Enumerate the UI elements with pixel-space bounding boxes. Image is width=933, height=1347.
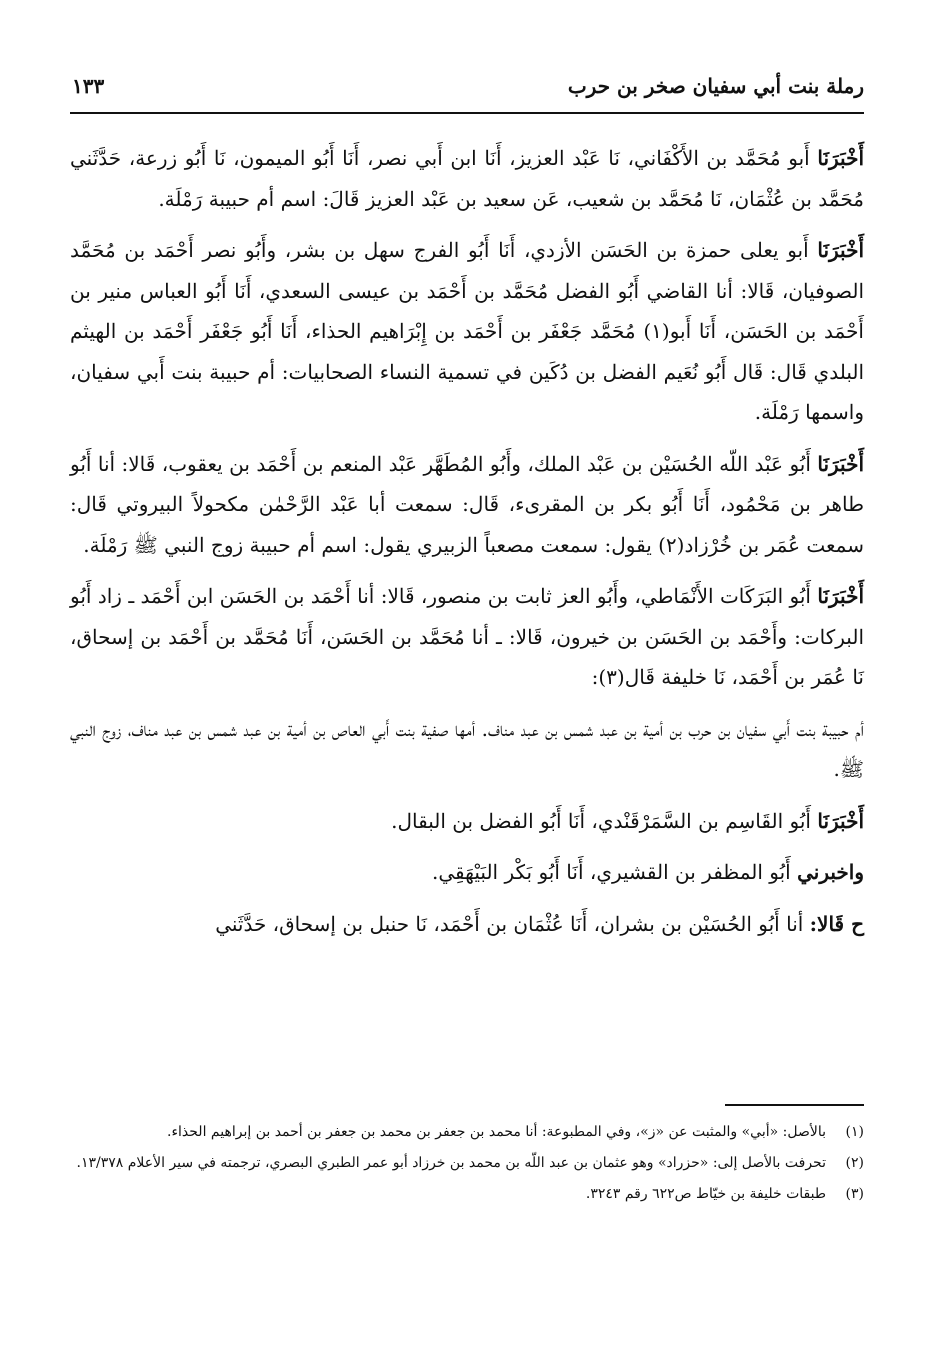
running-title: رملة بنت أبي سفيان صخر بن حرب bbox=[567, 74, 864, 98]
paragraph-lead: أَخْبَرَنَا bbox=[817, 584, 864, 608]
paragraph-lead: أَخْبَرَنَا bbox=[817, 238, 864, 262]
paragraph-lead: أَخْبَرَنَا bbox=[817, 808, 864, 833]
paragraph-text: أَبُو المظفر بن القشيري، أَنَا أَبُو بَكْر البَيْهَقِي. bbox=[432, 860, 798, 884]
footnote-2 bbox=[70, 1149, 864, 1177]
header-rule bbox=[70, 112, 864, 114]
paragraph-text: أم حبيبة بنت أَبي سفيان بن حرب بن أمية بن عبد شمس بن عبد مناف. أمها صفية بنت أَبي العاص بن أمية بن عبد شمس بن عبد مناف، زوج النبي ﷺ. bbox=[70, 716, 864, 781]
paragraph-2 bbox=[70, 230, 864, 433]
paragraph-3 bbox=[70, 444, 864, 566]
paragraph-4 bbox=[70, 576, 864, 698]
paragraph-6 bbox=[70, 801, 864, 842]
paragraph-lead: أَخْبَرَنَا bbox=[817, 451, 864, 476]
paragraph-5 bbox=[70, 709, 864, 790]
paragraph-text: أَبُو عَبْد اللّه الحُسَيْن بن عَبْد الملك، وأَبُو المُطَهَّر عَبْد المنعم بن أَحْمَد بن يعقوب، قَالا: أنا أَبُو طاهر بن مَحْمُود، أَنَا أَبُو بكر بن المقرىء، قَال: سمعت أبا عَبْد الرَّحْمٰن مكحولاً البيروتي قَال: سمعت عُمَر بن خُرْزاد(٢) يقول: سمعت مصعباً الزبيري يقول: اسم أم حبيبة زوج النبي ﷺ رَمْلَة. bbox=[70, 451, 864, 557]
paragraph-8 bbox=[70, 904, 864, 945]
footnote-number: (٢) bbox=[845, 1155, 864, 1171]
page-header bbox=[70, 66, 864, 106]
footnote-text: تحرفت بالأصل إلى: «حزراد» وهو عثمان بن عبد اللّه بن محمد بن خرزاد أبو عمر الطبري البصري، ترجمته في سير الأعلام ١٣/٣٧٨. bbox=[76, 1155, 826, 1171]
footnote-3 bbox=[70, 1180, 864, 1208]
footnote-text: بالأصل: «أبي» والمثبت عن «ز»، وفي المطبوعة: أنا محمد بن جعفر بن محمد بن جعفر بن أحمد بن إبراهيم الحذاء. bbox=[167, 1124, 826, 1140]
paragraph-text: أَبو مُحَمَّد بن الأَكْفَاني، نَا عَبْد العزيز، أَنَا ابن أَبي نصر، أَنَا أَبُو الميمون، نَا أَبُو زرعة، حَدَّثَني مُحَمَّد بن عُثْمَان، نَا مُحَمَّد بن شعيب، عَن سعيد بن عَبْد العزيز قَالَ: اسم أم حبيبة رَمْلَة. bbox=[70, 146, 864, 211]
paragraph-text: أَبُو القَاسِم بن السَّمَرْقَنْدي، أَنَا أَبُو الفضل بن البقال. bbox=[391, 808, 818, 833]
footnote-rule bbox=[725, 1104, 864, 1106]
paragraph-1 bbox=[70, 138, 864, 219]
page-number: ١٣٣ bbox=[72, 74, 105, 98]
main-text bbox=[70, 138, 864, 955]
paragraph-7 bbox=[70, 852, 864, 893]
paragraph-text: أَبُو البَرَكَات الأَنْمَاطي، وأَبُو العز ثابت بن منصور، قَالا: أنا أَحْمَد بن الحَسَن ابن أَحْمَد ـ زاد أَبُو البركات: وأَحْمَد بن الحَسَن بن خيرون، قَالا: ـ أنا مُحَمَّد بن الحَسَن، أَنَا مُحَمَّد بن أَحْمَد بن إسحاق، نَا عُمَر بن أَحْمَد، نَا خليفة قَال(٣): bbox=[70, 584, 864, 689]
paragraph-lead: واخبرني bbox=[797, 860, 864, 884]
paragraph-lead: أَخْبَرَنَا bbox=[817, 146, 864, 170]
footnote-number: (١) bbox=[845, 1124, 864, 1140]
footnote-text: طبقات خليفة بن خيّاط ص٦٢٢ رقم ٣٢٤٣. bbox=[585, 1186, 826, 1202]
footnote-1 bbox=[70, 1118, 864, 1146]
paragraph-text: أنا أَبُو الحُسَيْن بن بشران، أَنَا عُثْمَان بن أَحْمَد، نَا حنبل بن إسحاق، حَدَّثَني bbox=[215, 911, 810, 936]
footnotes bbox=[70, 1118, 864, 1211]
paragraph-text: أَبو يعلى حمزة بن الحَسَن الأزدي، أَنَا أَبُو الفرج سهل بن بشر، وأَبُو نصر أَحْمَد بن مُحَمَّد الصوفيان، قَالا: أنا القاضي أَبُو الفضل مُحَمَّد بن أَحْمَد بن عيسى السعدي، أَنَا أَبُو العباس منير بن أَحْمَد بن الحَسَن، أَنَا أَبو(١) مُحَمَّد جَعْفَر بن أَحْمَد بن إِبْرَاهيم الحذاء، أَنَا أَبُو جَعْفَر أَحْمَد بن الهيثم البلدي قَال: قَال أَبُو نُعَيم الفضل بن دُكَين في تسمية النساء الصحابيات: أم حبيبة بنت أَبي سفيان، واسمها رَمْلَة. bbox=[70, 238, 864, 424]
footnote-number: (٣) bbox=[845, 1186, 864, 1202]
paragraph-lead: ح قَالا: bbox=[809, 911, 864, 936]
